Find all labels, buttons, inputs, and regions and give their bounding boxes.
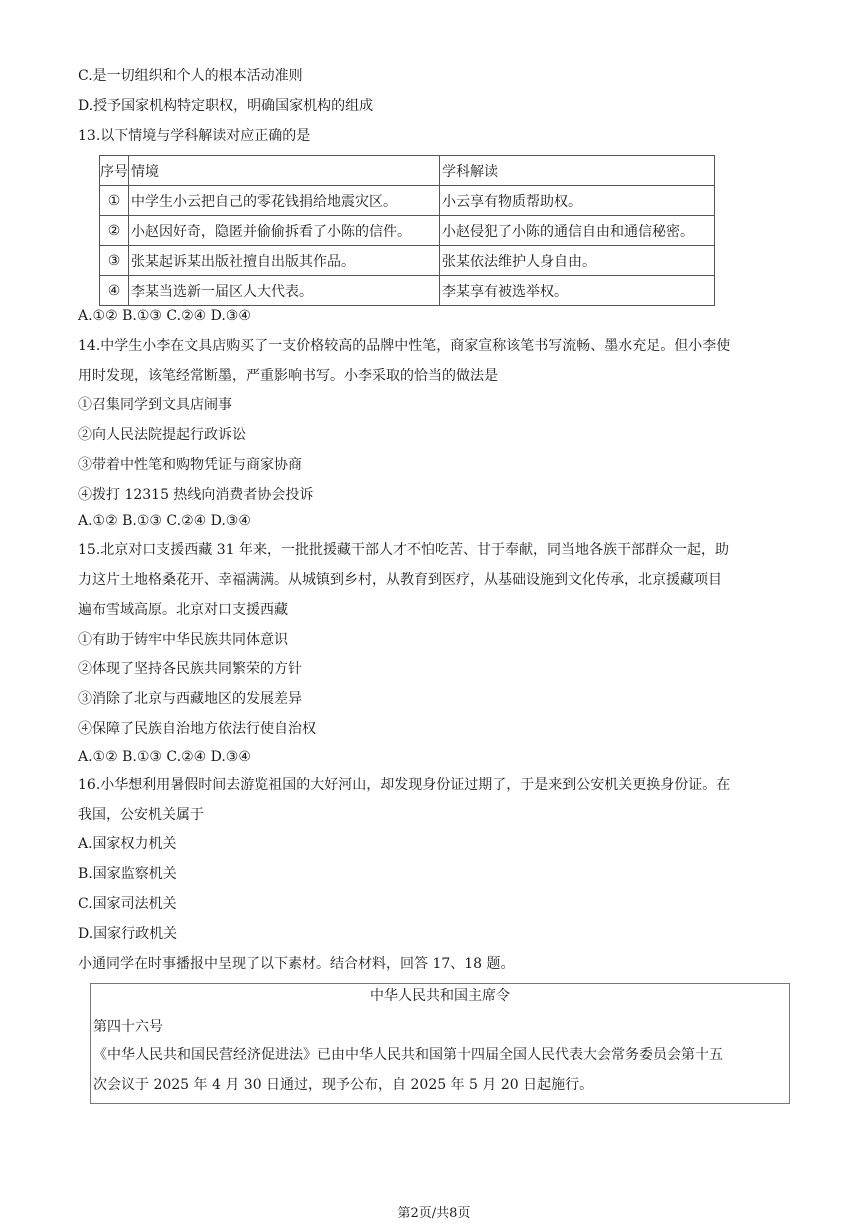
- q14-choices: A.①② B.①③ C.②④ D.③④: [78, 513, 251, 529]
- q16-stem-line-1: 16.小华想利用暑假时间去游览祖国的大好河山，却发现身份证过期了，于是来到公安机关更换身份证。在: [78, 777, 731, 793]
- q16-option-d: D.国家行政机关: [78, 926, 178, 942]
- row-interpretation: 小赵侵犯了小陈的通信自由和通信秘密。: [440, 216, 715, 246]
- row-situation: 张某起诉某出版社擅自出版其作品。: [129, 246, 440, 276]
- q13-stem: 13.以下情境与学科解读对应正确的是: [78, 128, 311, 144]
- presidential-order-box: [90, 983, 790, 1104]
- q15-item-4: ④保障了民族自治地方依法行使自治权: [78, 721, 316, 737]
- order-body-line-2: 次会议于 2025 年 4 月 30 日通过，现予公布，自 2025 年 5 月 20 日起施行。: [93, 1077, 594, 1093]
- header-number: 序号: [100, 156, 129, 186]
- q14-stem-line-2: 用时发现，该笔经常断墨，严重影响书写。小李采取的恰当的做法是: [78, 368, 498, 384]
- q12-option-d: D.授予国家机构特定职权，明确国家机构的组成: [78, 98, 374, 114]
- table-row: [100, 186, 715, 216]
- q16-option-b: B.国家监察机关: [78, 866, 177, 882]
- q15-item-1: ①有助于铸牢中华民族共同体意识: [78, 632, 288, 648]
- row-number: ④: [100, 276, 129, 306]
- q16-option-a: A.国家权力机关: [78, 836, 177, 852]
- order-body: [93, 1040, 787, 1100]
- row-situation: 中学生小云把自己的零花钱捐给地震灾区。: [129, 186, 440, 216]
- row-number: ①: [100, 186, 129, 216]
- header-situation: 情境: [129, 156, 440, 186]
- q14-stem-line-1: 14.中学生小李在文具店购买了一支价格较高的品牌中性笔，商家宣称该笔书写流畅、墨水充足。但小李使: [78, 338, 731, 354]
- table-row: [100, 276, 715, 306]
- row-interpretation: 李某享有被选举权。: [440, 276, 715, 306]
- q13-table: [99, 155, 715, 306]
- q15-item-2: ②体现了坚持各民族共同繁荣的方针: [78, 661, 302, 677]
- q15-stem-line-3: 遍布雪域高原。北京对口支援西藏: [78, 602, 288, 618]
- q15-item-3: ③消除了北京与西藏地区的发展差异: [78, 691, 302, 707]
- q15-stem-line-1: 15.北京对口支援西藏 31 年来，一批批援藏干部人才不怕吃苦、甘于奉献，同当地各族干部群众一起，助: [78, 542, 729, 558]
- row-number: ③: [100, 246, 129, 276]
- row-situation: 小赵因好奇，隐匿并偷偷拆看了小陈的信件。: [129, 216, 440, 246]
- order-number: 第四十六号: [93, 1019, 163, 1035]
- page-footer: 第2页/共8页: [397, 1206, 471, 1221]
- order-title: 中华人民共和国主席令: [370, 988, 510, 1004]
- q12-option-c: C.是一切组织和个人的根本活动准则: [78, 68, 303, 84]
- q14-item-1: ①召集同学到文具店闹事: [78, 397, 232, 413]
- q15-stem-line-2: 力这片土地格桑花开、幸福满满。从城镇到乡村，从教育到医疗，从基础设施到文化传承，北京援藏项目: [78, 572, 722, 588]
- q14-item-3: ③带着中性笔和购物凭证与商家协商: [78, 457, 302, 473]
- q14-item-2: ②向人民法院提起行政诉讼: [78, 427, 246, 443]
- row-interpretation: 张某依法维护人身自由。: [440, 246, 715, 276]
- material-intro: 小通同学在时事播报中呈现了以下素材。结合材料，回答 17、18 题。: [78, 956, 515, 972]
- row-interpretation: 小云享有物质帮助权。: [440, 186, 715, 216]
- q16-option-c: C.国家司法机关: [78, 896, 177, 912]
- row-number: ②: [100, 216, 129, 246]
- table-row: [100, 246, 715, 276]
- table-row: [100, 216, 715, 246]
- q14-item-4: ④拨打 12315 热线向消费者协会投诉: [78, 487, 314, 503]
- row-situation: 李某当选新一届区人大代表。: [129, 276, 440, 306]
- q15-choices: A.①② B.①③ C.②④ D.③④: [78, 749, 251, 765]
- table-header-row: [100, 156, 715, 186]
- q13-choices: A.①② B.①③ C.②④ D.③④: [78, 308, 251, 324]
- header-interpretation: 学科解读: [440, 156, 715, 186]
- q16-stem-line-2: 我国，公安机关属于: [78, 807, 204, 823]
- order-body-line-1: 《中华人民共和国民营经济促进法》已由中华人民共和国第十四届全国人民代表大会常务委员会第十五: [93, 1047, 723, 1063]
